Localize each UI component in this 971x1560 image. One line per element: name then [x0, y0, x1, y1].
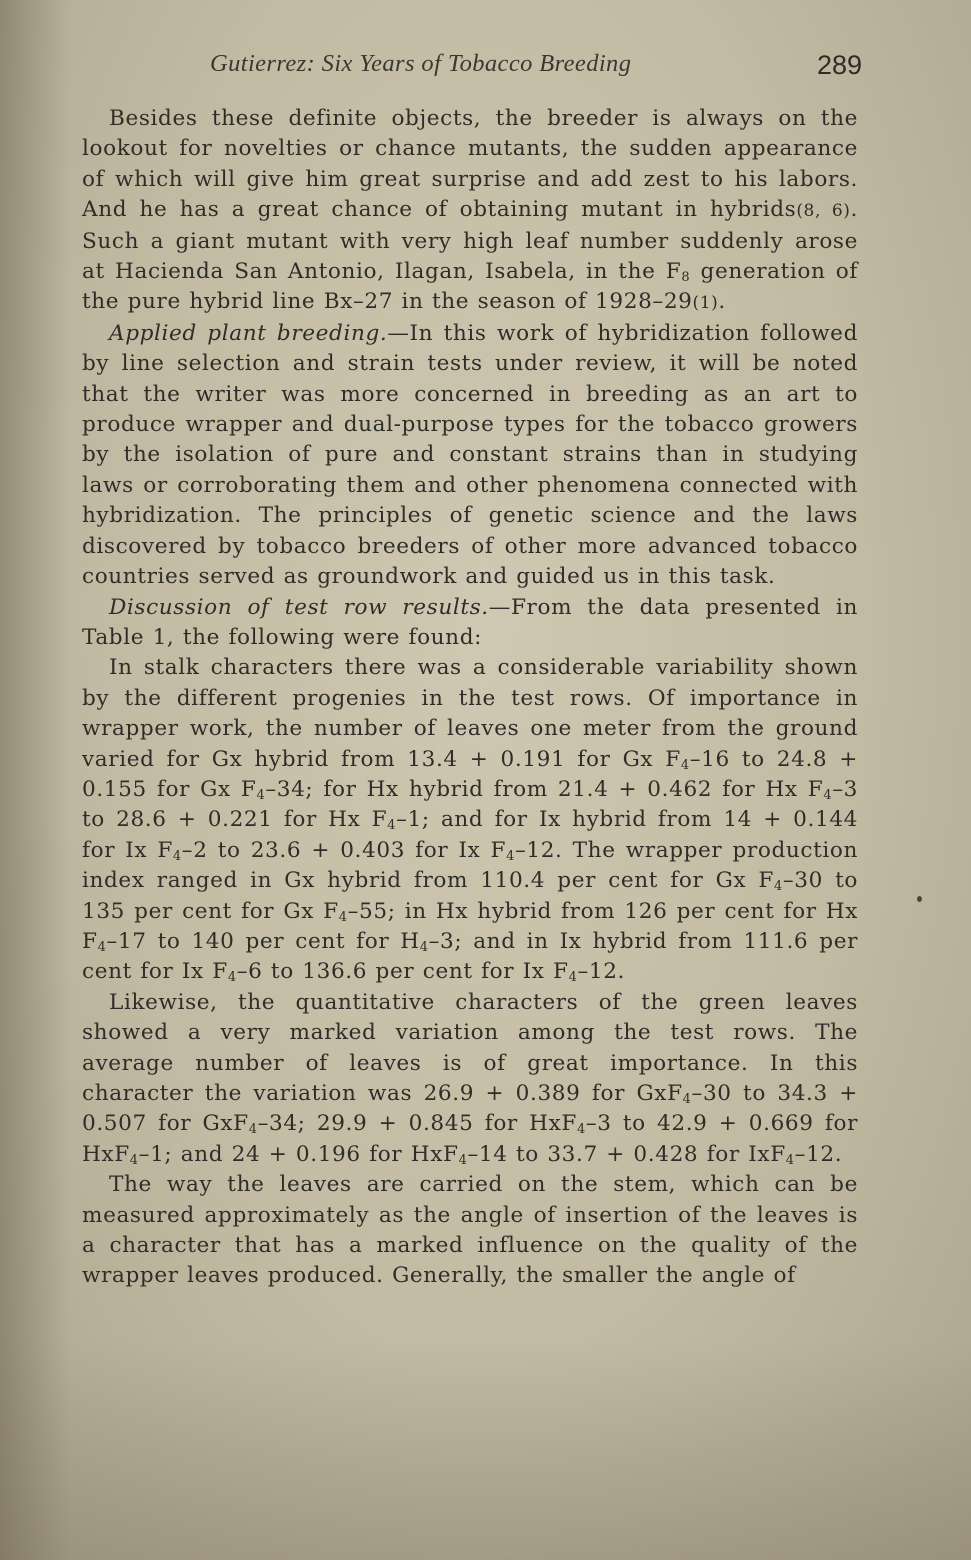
subscript-8: 8 — [681, 270, 691, 286]
subscript-4: 4 — [682, 1092, 692, 1107]
subscript-4: 4 — [773, 879, 783, 895]
subscript-4: 4 — [680, 757, 690, 773]
p4-text: –55; in Hx hybrid from 126 per cent for Hx F — [82, 898, 859, 954]
p4-text: –16 to 24.8 + 0.155 for Gx F — [82, 746, 858, 802]
subscript-4: 4 — [823, 787, 833, 803]
p5-text: –14 to 33.7 + 0.428 for IxF — [467, 1141, 786, 1167]
body-text — [82, 104, 858, 1292]
subscript-4: 4 — [227, 970, 237, 986]
p1-text-d: . — [718, 289, 726, 315]
paragraph-1 — [82, 104, 858, 319]
subscript-4: 4 — [256, 787, 266, 803]
p4-text: –17 to 140 per cent for H — [106, 928, 420, 954]
p5-text: Likewise, the quantitative characters of the green leaves showed a very marked variation among the test rows. The average number of leaves is of great importance. In this character the variation was 26.9 + 0.389 for GxF — [82, 989, 858, 1106]
p4-text: –6 to 136.6 per cent for Ix F — [236, 959, 569, 985]
subscript-4: 4 — [576, 1122, 586, 1138]
p5-text: –34; 29.9 + 0.845 for HxF — [257, 1111, 577, 1137]
subscript-4: 4 — [785, 1152, 795, 1168]
p5-text: –30 to 34.3 + 0.507 for GxF — [82, 1081, 858, 1137]
p4-text: –3; and in Ix hybrid from 111.6 per cent for Ix F — [82, 928, 858, 985]
p4-text: –34; for Hx hybrid from 21.4 + 0.462 for Hx F — [265, 776, 824, 802]
paragraph-3 — [82, 593, 858, 654]
subscript-4: 4 — [248, 1122, 258, 1138]
paragraph-4 — [82, 653, 858, 987]
citation-8-6: (8, 6) — [796, 201, 851, 222]
p4-text: –12. The wrapper production index ranged in Gx hybrid from 110.4 per cent for Gx F — [82, 837, 858, 894]
p4-text: –12. — [577, 959, 626, 985]
subscript-4: 4 — [387, 818, 397, 834]
citation-1: (1) — [692, 293, 719, 314]
section-heading-discussion: Discussion of test row results. — [109, 594, 489, 620]
p2-text: —In this work of hybridization followed by line selection and strain tests under review, it will be noted that the writer was more concerned in breeding as an art to produce wrapper and dual-purpose types for the tobacco growers by the isolation of pure and constant strains than in studying laws or corroborating them and other phenomena connected with hybridization. The principles of genetic science and the laws discovered by tobacco breeders of other more advanced tobacco countries served as groundwork and guided us in this task. — [82, 320, 858, 590]
p6-text: The way the leaves are carried on the stem, which can be measured approximately as the angle of insertion of the leaves is a character that has a marked influence on the quality of the wrapper leaves produced. Generally, the smaller the angle of — [82, 1172, 858, 1289]
subscript-4: 4 — [458, 1152, 468, 1168]
paragraph-5 — [82, 988, 858, 1170]
section-heading-applied-plant-breeding: Applied plant breeding. — [109, 320, 388, 346]
p5-text: –1; and 24 + 0.196 for HxF — [138, 1141, 459, 1167]
p4-text: –2 to 23.6 + 0.403 for Ix F — [181, 837, 507, 863]
subscript-4: 4 — [97, 939, 107, 955]
p4-text: –3 to 28.6 + 0.221 for Hx F — [82, 776, 858, 833]
p4-text: –30 to 135 per cent for Gx F — [82, 868, 859, 924]
paper-blemish — [917, 896, 922, 902]
subscript-4: 4 — [129, 1152, 139, 1168]
subscript-4: 4 — [338, 909, 348, 925]
page-header — [210, 50, 862, 86]
p4-text: –1; and for Ix hybrid from 14 + 0.144 for Ix F — [82, 807, 859, 863]
p4-text: In stalk characters there was a considerable variability shown by the different progenies in the test rows. Of importance in wrapper work, the number of leaves one meter from the ground varied for Gx hybrid from 13.4 + 0.191 for Gx F — [82, 655, 858, 772]
subscript-4: 4 — [419, 939, 429, 955]
p1-text-a: Besides these definite objects, the breeder is always on the lookout for novelties or chance mutants, the sudden appearance of which will give him great surprise and add zest to his labors. And he has a great chance of obtaining mutant in hybrids — [82, 106, 858, 223]
p3-text: —From the data presented in Table 1, the following were found: — [82, 594, 858, 650]
page-number: 289 — [816, 50, 862, 80]
p5-text: –3 to 42.9 + 0.669 for HxF — [82, 1111, 858, 1167]
subscript-4: 4 — [568, 970, 578, 986]
paragraph-6 — [82, 1170, 858, 1292]
p1-text-b: . Such a giant mutant with very high leaf number suddenly arose at Hacienda San Antonio, Ilagan, Isabela, in the F — [82, 197, 858, 285]
subscript-4: 4 — [506, 848, 515, 864]
p5-text: –12. — [794, 1141, 843, 1167]
subscript-4: 4 — [172, 848, 182, 864]
paragraph-2 — [82, 319, 858, 593]
p1-text-c: generation of the pure hybrid line Bx–27 in the season of 1928–29 — [82, 259, 858, 315]
running-title: Gutierrez: Six Years of Tobacco Breeding — [210, 50, 632, 77]
